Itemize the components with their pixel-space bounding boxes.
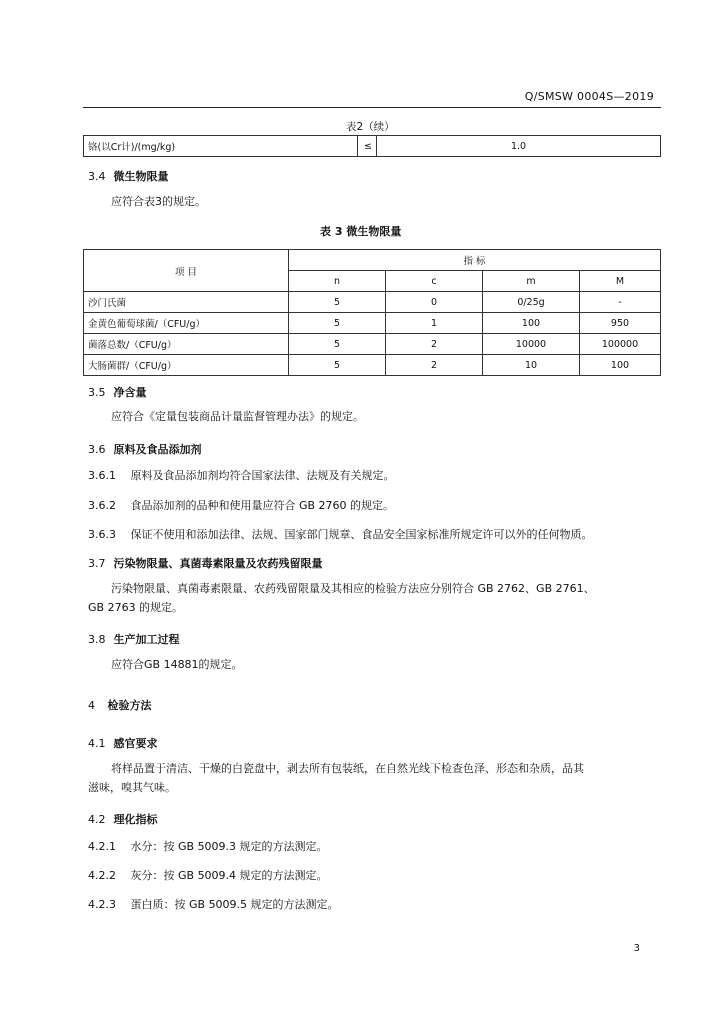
standard-code: Q/SMSW 0004S—2019 [524, 90, 654, 103]
section-number: 3.5 [88, 386, 106, 399]
table3-col-M: M [580, 271, 661, 292]
table-cell: 0/25g [483, 292, 580, 313]
section-3-6-1 [88, 467, 395, 483]
table-cell: 5 [289, 334, 386, 355]
table3-col-m: m [483, 271, 580, 292]
section-text: 保证不使用和添加法律、法规、国家部门规章、食品安全国家标准所规定许可以外的任何物质。 [130, 528, 593, 541]
section-number: 4.2.1 [88, 840, 116, 853]
section-4-2-2 [88, 867, 328, 883]
section-4-1-text-line1: 将样品置于清洁、干燥的白瓷盘中，剥去所有包装纸，在自然光线下检查色泽、形态和杂质，品其 [111, 762, 584, 775]
section-title: 原料及食品添加剂 [113, 443, 202, 456]
table-cell: - [580, 292, 661, 313]
table-row [84, 136, 661, 157]
section-number: 3.6 [88, 443, 106, 456]
table-cell: 沙门氏菌 [84, 292, 289, 313]
table-row [84, 292, 661, 313]
table-header-row [84, 250, 661, 271]
table3-head-index: 指 标 [289, 250, 661, 271]
section-number: 3.6.2 [88, 499, 116, 512]
section-4-2-1 [88, 838, 328, 854]
section-4-2-3 [88, 896, 339, 912]
table-cell: 2 [386, 355, 483, 376]
section-3-4-heading [88, 168, 169, 184]
table-cell: 菌落总数/（CFU/g） [84, 334, 289, 355]
section-3-6-3 [88, 526, 593, 542]
table2-continued [83, 135, 661, 157]
section-number: 4.2.2 [88, 869, 116, 882]
section-3-7-heading [88, 555, 323, 571]
table2-item: 铬(以Cr计)/(mg/kg) [84, 136, 358, 157]
section-title: 理化指标 [113, 813, 158, 826]
table-cell: 1 [386, 313, 483, 334]
section-number: 3.8 [88, 633, 106, 646]
section-number: 4.1 [88, 737, 106, 750]
section-4-2-heading [88, 811, 158, 827]
section-title: 生产加工过程 [113, 633, 180, 646]
header-rule [83, 107, 661, 108]
table3-col-c: c [386, 271, 483, 292]
table-cell: 5 [289, 292, 386, 313]
section-3-5-text: 应符合《定量包装商品计量监督管理办法》的规定。 [111, 410, 364, 423]
section-3-4-text: 应符合表3的规定。 [111, 195, 206, 208]
section-title: 污染物限量、真菌毒素限量及农药残留限量 [113, 557, 323, 570]
section-text: 灰分：按 GB 5009.4 规定的方法测定。 [130, 869, 328, 882]
section-text: 原料及食品添加剂均符合国家法律、法规及有关规定。 [130, 469, 395, 482]
section-number: 3.6.1 [88, 469, 116, 482]
table-cell: 100 [580, 355, 661, 376]
table-cell: 100 [483, 313, 580, 334]
table-cell: 金黄色葡萄球菌/（CFU/g） [84, 313, 289, 334]
table3-col-n: n [289, 271, 386, 292]
section-text: 食品添加剂的品种和使用量应符合 GB 2760 的规定。 [130, 499, 395, 512]
table-row [84, 313, 661, 334]
table-cell: 10000 [483, 334, 580, 355]
table-row [84, 334, 661, 355]
section-number: 3.7 [88, 557, 106, 570]
table-cell: 5 [289, 355, 386, 376]
section-3-8-heading [88, 631, 180, 647]
table-cell: 100000 [580, 334, 661, 355]
table2-operator: ≤ [358, 136, 377, 157]
section-number: 4.2.3 [88, 898, 116, 911]
table2-value: 1.0 [377, 136, 661, 157]
table2-caption: 表2（续） [346, 121, 395, 133]
section-4-1-text-line2: 滋味，嗅其气味。 [88, 781, 176, 794]
section-4-heading [88, 697, 152, 713]
page-number: 3 [633, 943, 640, 954]
section-3-8-text: 应符合GB 14881的规定。 [111, 658, 243, 671]
table3 [83, 249, 661, 376]
section-title: 微生物限量 [113, 170, 169, 183]
table-cell: 950 [580, 313, 661, 334]
table-cell: 2 [386, 334, 483, 355]
section-number: 3.6.3 [88, 528, 116, 541]
section-title: 感官要求 [113, 737, 158, 750]
section-title: 净含量 [113, 386, 147, 399]
section-4-1-heading [88, 735, 158, 751]
section-3-6-heading [88, 441, 202, 457]
table-row [84, 355, 661, 376]
table3-head-item: 项 目 [84, 250, 289, 292]
section-3-6-2 [88, 497, 394, 513]
section-text: 蛋白质：按 GB 5009.5 规定的方法测定。 [130, 898, 339, 911]
section-3-7-text-line2: GB 2763 的规定。 [88, 601, 184, 614]
section-title: 检验方法 [107, 699, 152, 712]
section-3-5-heading [88, 384, 147, 400]
section-text: 水分：按 GB 5009.3 规定的方法测定。 [130, 840, 328, 853]
section-number: 4 [88, 699, 95, 712]
section-number: 4.2 [88, 813, 106, 826]
table-cell: 10 [483, 355, 580, 376]
table-cell: 0 [386, 292, 483, 313]
table-cell: 5 [289, 313, 386, 334]
section-3-7-text-line1: 污染物限量、真菌毒素限量、农药残留限量及其相应的检验方法应分别符合 GB 2762、GB 2761、 [111, 582, 595, 595]
table-cell: 大肠菌群/（CFU/g） [84, 355, 289, 376]
section-number: 3.4 [88, 170, 106, 183]
table3-caption: 表 3 微生物限量 [320, 225, 402, 238]
